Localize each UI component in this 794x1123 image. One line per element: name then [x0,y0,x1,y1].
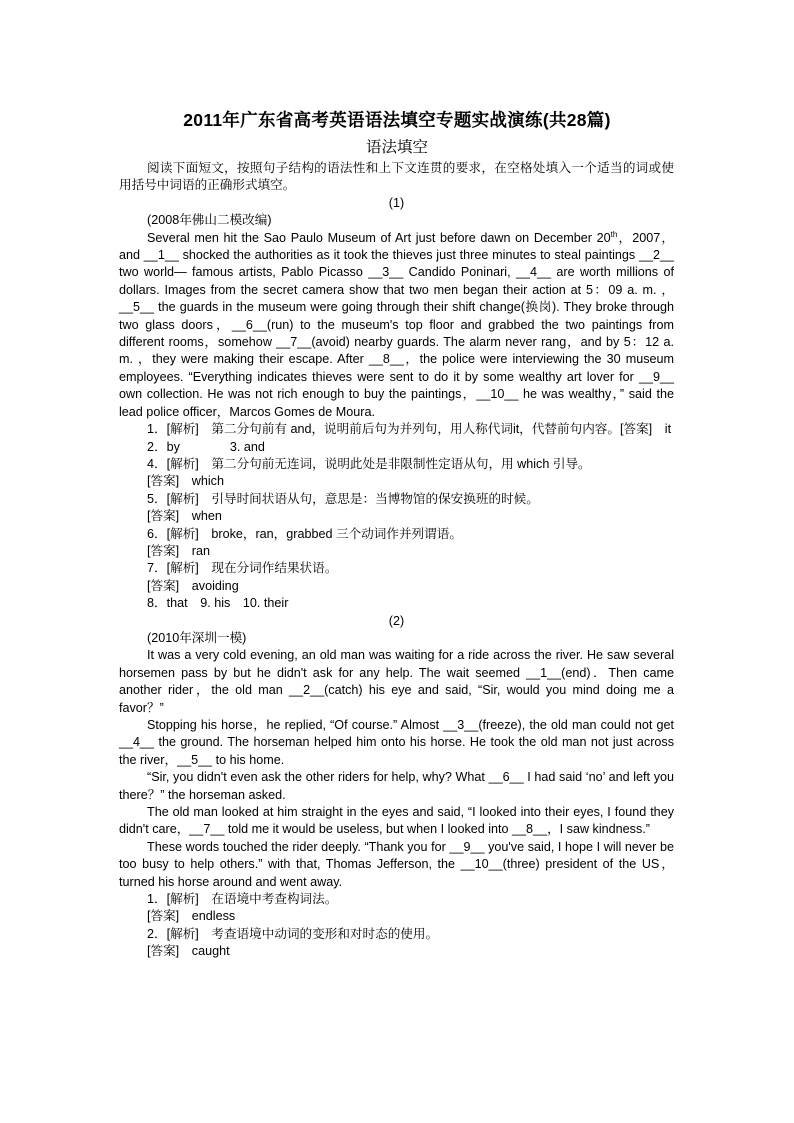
passage1-source: (2008年佛山二模改编) [147,213,272,228]
passage2-number: (2) [388,613,405,628]
passage1-answer-8-10: 8．that 9. his 10. their [147,596,289,611]
passage1-answer-5-analysis: 5．[解析] 引导时间状语从句，意思是：当博物馆的保安换班的时候。 [147,491,539,506]
passage2-paragraph: Stopping his horse，he replied, “Of course.” Almost __3__(freeze), the old man could not get __4__ the ground. The horseman helped him onto his horse. He took the old man not just across the river，__5__ to his home. [119,718,674,767]
passage1-number: (1) [388,195,405,210]
ordinal-superscript: th [610,229,618,239]
passage1-answer-4-analysis: 4．[解析] 第二分句前无连词，说明此处是非限制性定语从句，用 which 引导。 [147,456,591,471]
passage1-text-start: Several men hit the Sao Paulo Museum of Art just before dawn on December 20 [147,230,611,245]
passage1-answer-6-analysis: 6．[解析] broke，ran，grabbed 三个动词作并列谓语。 [147,526,462,541]
document-title: 2011年广东省高考英语语法填空专题实战演练(共28篇) [183,110,611,130]
passage1-answer-2: 2．by [147,439,180,454]
passage2-answer-2-key: [答案] caught [147,944,230,959]
passage1-answer-7-key: [答案] avoiding [147,578,239,593]
passage2-answer-1-analysis: 1．[解析] 在语境中考查构词法。 [147,892,338,907]
document-body [119,160,674,961]
passage1-answer-1: 1．[解析] 第二分句前有 and，说明前后句为并列句，用人称代词it，代替前句内容。[答案] it [147,422,672,437]
passage2-answer-2-analysis: 2．[解析] 考查语境中动词的变形和对时态的使用。 [147,926,439,941]
instructions: 阅读下面短文，按照句子结构的语法性和上下文连贯的要求，在空格处填入一个适当的词或使用括号中词语的正确形式填空。 [119,161,674,193]
passage2-paragraph: The old man looked at him straight in the eyes and said, “I looked into their eyes, I found they didn't care，__7__ told me it would be useless, but when I looked into __8__，I saw kindness.” [119,805,674,837]
passage1-paragraph [119,230,674,421]
passage2-paragraph: It was a very cold evening, an old man was waiting for a ride across the river. He saw several horsemen pass by but he didn't ask for any help. The wait seemed __1__(end)．Then came another rider，the old man __2__(catch) his eye and said, “Sir, would you mind doing me a favor？” [119,648,674,715]
passage2-paragraph: “Sir, you didn't even ask the other riders for help, why? What __6__ I had said ‘no’ and left you there？” the horseman asked. [119,770,674,802]
passage1-answer-6-key: [答案] ran [147,543,210,558]
passage1-answer-2-3 [119,439,674,456]
passage2-paragraph: These words touched the rider deeply. “Thank you for __9__ you've said, I hope I will never be too busy to help others.” with that, Thomas Jefferson, the __10__(three) president of the US，turned his horse around and went away. [119,839,674,889]
passage2-source: (2010年深圳一模) [147,630,247,645]
passage1-answer-4-key: [答案] which [147,474,224,489]
passage1-answer-5-key: [答案] when [147,509,222,524]
passage1-answer-3: 3. and [229,439,265,454]
passage2-answer-1-key: [答案] endless [147,909,236,924]
document-subtitle: 语法填空 [365,139,428,156]
passage1-answer-7-analysis: 7．[解析] 现在分词作结果状语。 [147,561,338,576]
passage1-text-rest: ，2007，and __1__ shocked the authorities as it took the thieves just three minutes to steal paintings __2__ two world— famous artists, Pablo Picasso __3__ Candido Poninari, __4__ are worth millions of dollars. Images from the secret camera show that two men began their action at 5：09 a. m. ，__5__ the guards in the museum were going through their shift change(换岗). They broke through two glass doors，__6__(run) to the museum's top floor and grabbed the two paintings from different rooms，somehow __7__(avoid) nearby guards. The alarm never rang，and by 5：12 a. m. ，they were making their escape. After __8__，the police were interviewing the 30 museum employees. “Everything indicates thieves were sent to do it by some wealthy art lover for __9__ own collection. He was not rich enough to buy the paintings，__10__ he was wealthy，” said the lead police officer，Marcos Gomes de Moura. [119,230,674,419]
